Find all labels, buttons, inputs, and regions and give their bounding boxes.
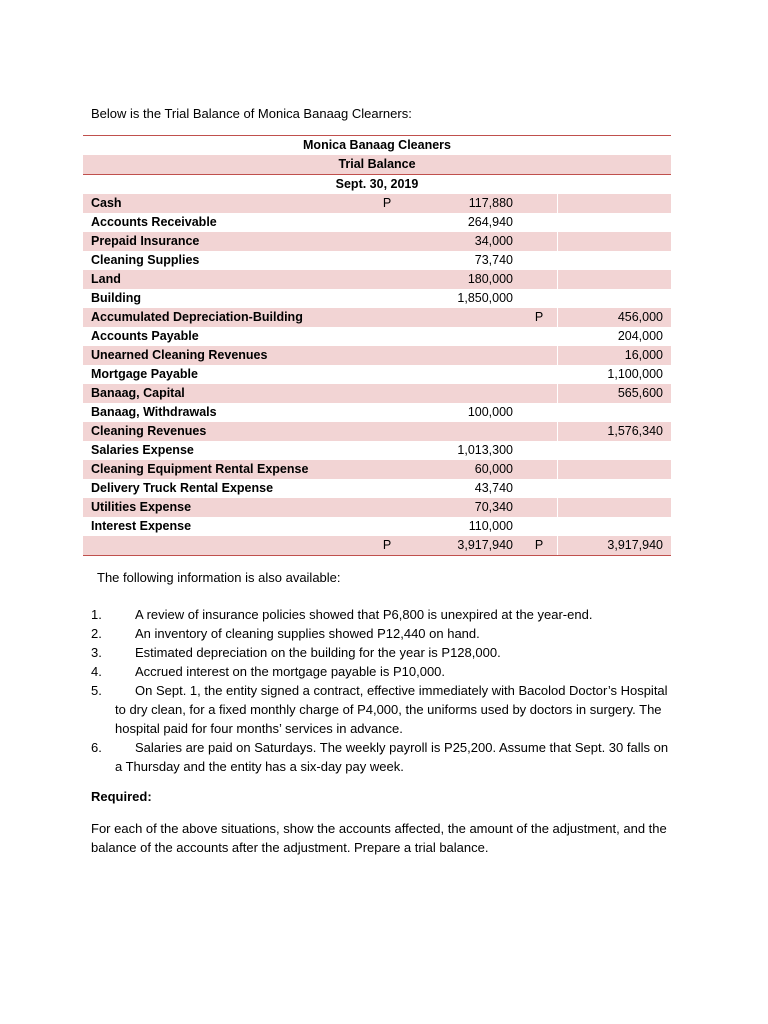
- account-name: Utilities Expense: [83, 498, 359, 517]
- debit-amount: 110,000: [468, 519, 513, 533]
- list-item: [91, 681, 676, 738]
- credit-amount: 204,000: [558, 327, 672, 346]
- table-row: [83, 479, 671, 498]
- account-name: Land: [83, 270, 359, 289]
- debit-amount: [415, 346, 521, 365]
- total-debit-currency: P: [359, 536, 415, 556]
- debit-currency: [359, 422, 415, 441]
- debit-currency: [359, 460, 415, 479]
- account-name: Prepaid Insurance: [83, 232, 359, 251]
- intro-text: Below is the Trial Balance of Monica Banaag Clearners:: [91, 106, 412, 121]
- table-row: [83, 213, 671, 232]
- total-debit: 3,917,940: [415, 536, 521, 556]
- debit-amount: 60,000: [415, 460, 521, 479]
- total-label: [83, 536, 359, 556]
- credit-currency: [521, 289, 558, 308]
- debit-amount: [415, 365, 521, 384]
- debit-currency: [359, 384, 415, 403]
- account-name: Building: [91, 291, 141, 305]
- table-row: [83, 232, 671, 251]
- debit-amount: [415, 422, 521, 441]
- debit-currency: [359, 517, 415, 536]
- list-item-number: 3.: [91, 645, 102, 660]
- credit-currency: [521, 232, 558, 251]
- credit-amount: [558, 479, 672, 498]
- list-item-text: Estimated depreciation on the building for the year is P128,000.: [135, 645, 501, 660]
- list-item: [91, 662, 676, 681]
- table-row: [83, 251, 671, 270]
- debit-amount: 180,000: [415, 270, 521, 289]
- list-item: [91, 738, 676, 776]
- credit-currency: [521, 251, 558, 270]
- total-credit: 3,917,940: [558, 536, 672, 556]
- list-item-number: 4.: [91, 664, 102, 679]
- total-credit-currency: P: [521, 536, 558, 556]
- debit-amount: 264,940: [467, 215, 513, 229]
- debit-amount: 70,340: [415, 498, 521, 517]
- credit-currency: [521, 213, 558, 232]
- table-row: [83, 422, 671, 441]
- required-heading: Required:: [91, 789, 152, 804]
- list-item-text: A review of insurance policies showed that P6,800 is unexpired at the year-end.: [135, 607, 593, 622]
- credit-currency: P: [521, 308, 558, 327]
- credit-amount: [558, 213, 672, 232]
- debit-amount: [415, 308, 521, 327]
- credit-amount: 16,000: [558, 346, 672, 365]
- trial-balance-table: [83, 135, 671, 556]
- company-name: Monica Banaag Cleaners: [83, 136, 671, 156]
- account-name: Salaries Expense: [91, 443, 194, 457]
- credit-currency: [521, 498, 558, 517]
- credit-currency: [521, 346, 558, 365]
- debit-currency: P: [359, 194, 415, 213]
- account-name: Interest Expense: [91, 519, 192, 533]
- required-text: For each of the above situations, show the accounts affected, the amount of the adjustment, and the balance of the accounts after the adjustment. Prepare a trial balance.: [91, 821, 667, 855]
- credit-amount: 456,000: [558, 308, 672, 327]
- credit-currency: [521, 194, 558, 213]
- statement-title: Trial Balance: [83, 155, 671, 175]
- credit-amount: [558, 194, 672, 213]
- info-heading: The following information is also available:: [97, 570, 341, 585]
- credit-amount: 1,100,000: [558, 365, 672, 384]
- account-name: Mortgage Payable: [91, 367, 198, 381]
- account-name: Delivery Truck Rental Expense: [91, 481, 274, 495]
- credit-amount: [558, 498, 672, 517]
- credit-amount: [558, 270, 672, 289]
- list-item-number: 1.: [91, 607, 102, 622]
- credit-amount: [558, 460, 672, 479]
- debit-currency: [359, 498, 415, 517]
- credit-amount: 565,600: [558, 384, 672, 403]
- table-row: [83, 403, 671, 422]
- company-row: [83, 136, 671, 156]
- credit-currency: [521, 422, 558, 441]
- account-name: Cleaning Revenues: [83, 422, 359, 441]
- debit-currency: [359, 270, 415, 289]
- debit-amount: 117,880: [415, 194, 521, 213]
- table-row: [83, 327, 671, 346]
- account-name: Accounts Receivable: [91, 215, 217, 229]
- table-row: [83, 441, 671, 460]
- debit-currency: [359, 479, 415, 498]
- debit-currency: [359, 346, 415, 365]
- credit-currency: [521, 517, 558, 536]
- table-row: [83, 384, 671, 403]
- list-item-text: On Sept. 1, the entity signed a contract, effective immediately with Bacolod Doctor’s Hospital to dry clean, for a fixed monthly charge of P4,000, the uniforms used by doctors in surgery. The hospital paid for four months’ services in advance.: [115, 683, 668, 736]
- debit-currency: [359, 232, 415, 251]
- credit-currency: [521, 365, 558, 384]
- debit-amount: 43,740: [474, 481, 513, 495]
- credit-amount: 1,576,340: [558, 422, 672, 441]
- account-name: Banaag, Capital: [83, 384, 359, 403]
- credit-amount: [558, 441, 672, 460]
- debit-amount: 73,740: [474, 253, 513, 267]
- credit-amount: [558, 251, 672, 270]
- debit-amount: 34,000: [415, 232, 521, 251]
- table-row: [83, 308, 671, 327]
- account-name: Cleaning Supplies: [91, 253, 200, 267]
- credit-currency: [521, 460, 558, 479]
- credit-amount: [558, 232, 672, 251]
- credit-currency: [521, 270, 558, 289]
- list-item-number: 2.: [91, 626, 102, 641]
- debit-currency: [359, 403, 415, 422]
- debit-amount: 1,850,000: [457, 291, 513, 305]
- debit-currency: [359, 213, 415, 232]
- debit-currency: [359, 251, 415, 270]
- list-item-text: Salaries are paid on Saturdays. The weekly payroll is P25,200. Assume that Sept. 30 falls on a Thursday and the entity has a six-day pay week.: [115, 740, 669, 774]
- list-item-text: Accrued interest on the mortgage payable is P10,000.: [135, 664, 446, 679]
- credit-currency: [521, 441, 558, 460]
- list-item: [91, 605, 676, 624]
- list-item: [91, 624, 676, 643]
- account-name: Unearned Cleaning Revenues: [83, 346, 359, 365]
- table-row: [83, 346, 671, 365]
- list-item-text: An inventory of cleaning supplies showed P12,440 on hand.: [135, 626, 480, 641]
- credit-amount: [558, 403, 672, 422]
- list-item-number: 5.: [91, 683, 102, 698]
- account-name: Banaag, Withdrawals: [91, 405, 217, 419]
- debit-currency: [359, 289, 415, 308]
- credit-amount: [558, 517, 672, 536]
- credit-currency: [521, 384, 558, 403]
- date-row: [83, 175, 671, 195]
- total-row: [83, 536, 671, 556]
- table-row: [83, 460, 671, 479]
- credit-currency: [521, 479, 558, 498]
- account-name: Cleaning Equipment Rental Expense: [83, 460, 359, 479]
- debit-currency: [359, 308, 415, 327]
- list-item: [91, 643, 676, 662]
- debit-amount: [415, 384, 521, 403]
- table-row: [83, 517, 671, 536]
- account-name: Cash: [83, 194, 359, 213]
- credit-amount: [558, 289, 672, 308]
- statement-date: Sept. 30, 2019: [335, 177, 419, 191]
- table-row: [83, 365, 671, 384]
- list-item-number: 6.: [91, 740, 102, 755]
- table-row: [83, 270, 671, 289]
- information-list: [91, 605, 676, 776]
- table-row: [83, 289, 671, 308]
- credit-currency: [521, 327, 558, 346]
- account-name: Accumulated Depreciation-Building: [83, 308, 359, 327]
- debit-currency: [359, 327, 415, 346]
- debit-amount: 100,000: [467, 405, 513, 419]
- credit-currency: [521, 403, 558, 422]
- title-row: [83, 155, 671, 175]
- debit-currency: [359, 441, 415, 460]
- debit-amount: 1,013,300: [457, 443, 513, 457]
- debit-amount: [415, 327, 521, 346]
- table-row: [83, 194, 671, 213]
- account-name: Accounts Payable: [91, 329, 199, 343]
- table-row: [83, 498, 671, 517]
- debit-currency: [359, 365, 415, 384]
